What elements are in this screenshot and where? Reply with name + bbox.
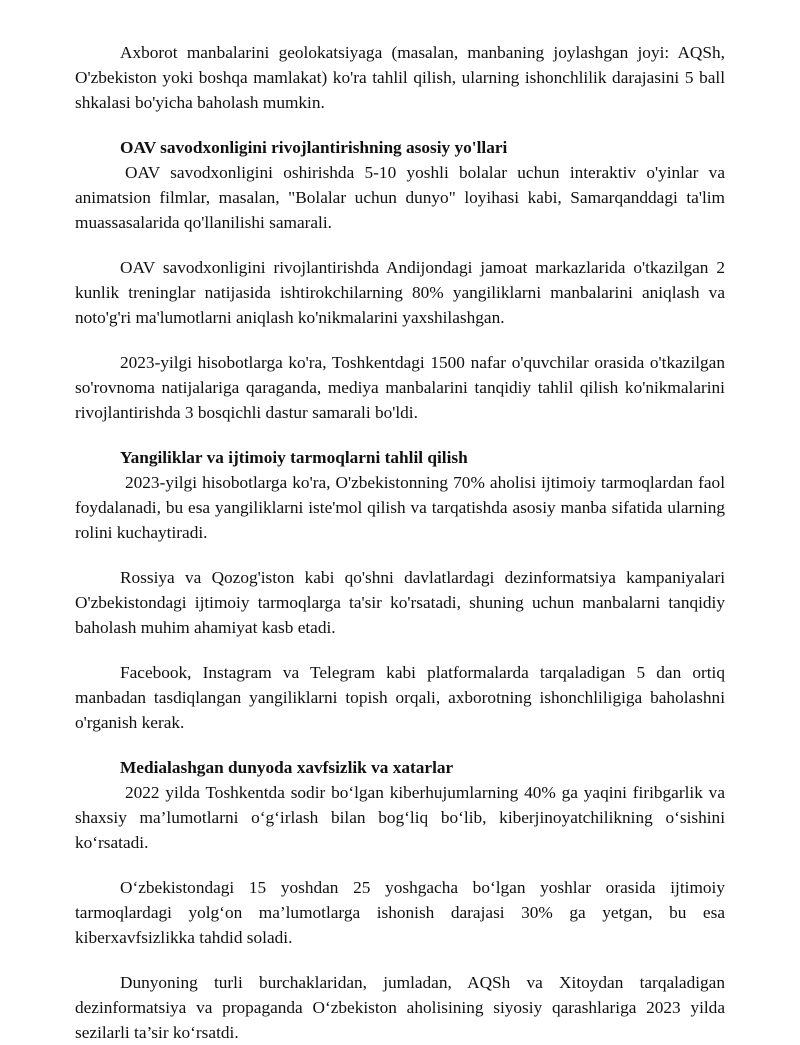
paragraph: 2023-yilgi hisobotlarga ko'ra, Toshkentdagi 1500 nafar o'quvchilar orasida o'tkazilgan so'rovnoma natijalariga qaraganda, mediya manbalarini tanqidiy tahlil qilish ko'nikmalarini rivojlantirishda 3 bosqichli dastur samarali bo'ldi. — [75, 353, 725, 422]
paragraph: O‘zbekistondagi 15 yoshdan 25 yoshgacha bo‘lgan yoshlar orasida ijtimoiy tarmoqlardagi yolg‘on ma’lumotlarga ishonish darajasi 30% ga yetgan, bu esa kiberxavfsizlikka tahdid soladi. — [75, 878, 725, 947]
section-heading: Medialashgan dunyoda xavfsizlik va xatarlar — [120, 758, 454, 777]
section-heading: OAV savodxonligini rivojlantirishning asosiy yo'llari — [120, 138, 508, 157]
paragraph: Dunyoning turli burchaklaridan, jumladan, AQSh va Xitoydan tarqaladigan dezinformatsiya va propaganda O‘zbekiston aholisining siyosiy qarashlariga 2023 yilda sezilarli ta’sir ko‘rsatdi. — [75, 973, 725, 1042]
section-news-analysis — [75, 445, 725, 735]
paragraph: 2023-yilgi hisobotlarga ko'ra, O'zbekistonning 70% aholisi ijtimoiy tarmoqlardan faol foydalanadi, bu esa yangiliklarni iste'mol qilish va tarqatishda asosiy manba sifatida ularning rolini kuchaytiradi. — [75, 473, 725, 542]
paragraph: OAV savodxonligini rivojlantirishda Andijondagi jamoat markazlarida o'tkazilgan 2 kunlik treninglar natijasida ishtirokchilarning 80% yangiliklarni manbalarini aniqlash va noto'g'ri ma'lumotlarni aniqlash ko'nikmalarini yaxshilashgan. — [75, 258, 725, 327]
paragraph: Rossiya va Qozog'iston kabi qo'shni davlatlardagi dezinformatsiya kampaniyalari O'zbekistondagi ijtimoiy tarmoqlarga ta'sir ko'rsatadi, shuning uchun manbalarni tanqidiy baholash muhim ahamiyat kasb etadi. — [75, 568, 725, 637]
paragraph: Facebook, Instagram va Telegram kabi platformalarda tarqaladigan 5 dan ortiq manbadan tasdiqlangan yangiliklarni topish orqali, axborotning ishonchliligiga baholashni o'rganish kerak. — [75, 663, 725, 732]
paragraph: 2022 yilda Toshkentda sodir bo‘lgan kiberhujumlarning 40% ga yaqini firibgarlik va shaxsiy ma’lumotlarni o‘g‘irlash bilan bog‘liq bo‘lib, kiberjinoyatchilikning o‘sishini ko‘rsatadi. — [75, 783, 725, 852]
intro-paragraph: Axborot manbalarini geolokatsiyaga (masalan, manbaning joylashgan joyi: AQSh, O'zbekiston yoki boshqa mamlakat) ko'ra tahlil qilish, ularning ishonchlilik darajasini 5 ball shkalasi bo'yicha baholash mumkin. — [75, 43, 725, 112]
section-security-risks — [75, 755, 725, 1045]
paragraph: OAV savodxonligini oshirishda 5-10 yoshli bolalar uchun interaktiv o'yinlar va animatsion filmlar, masalan, "Bolalar uchun dunyo" loyihasi kabi, Samarqanddagi ta'lim muassasalarida qo'llanilishi samarali. — [75, 163, 725, 232]
section-heading: Yangiliklar va ijtimoiy tarmoqlarni tahlil qilish — [120, 448, 468, 467]
section-media-literacy — [75, 135, 725, 425]
